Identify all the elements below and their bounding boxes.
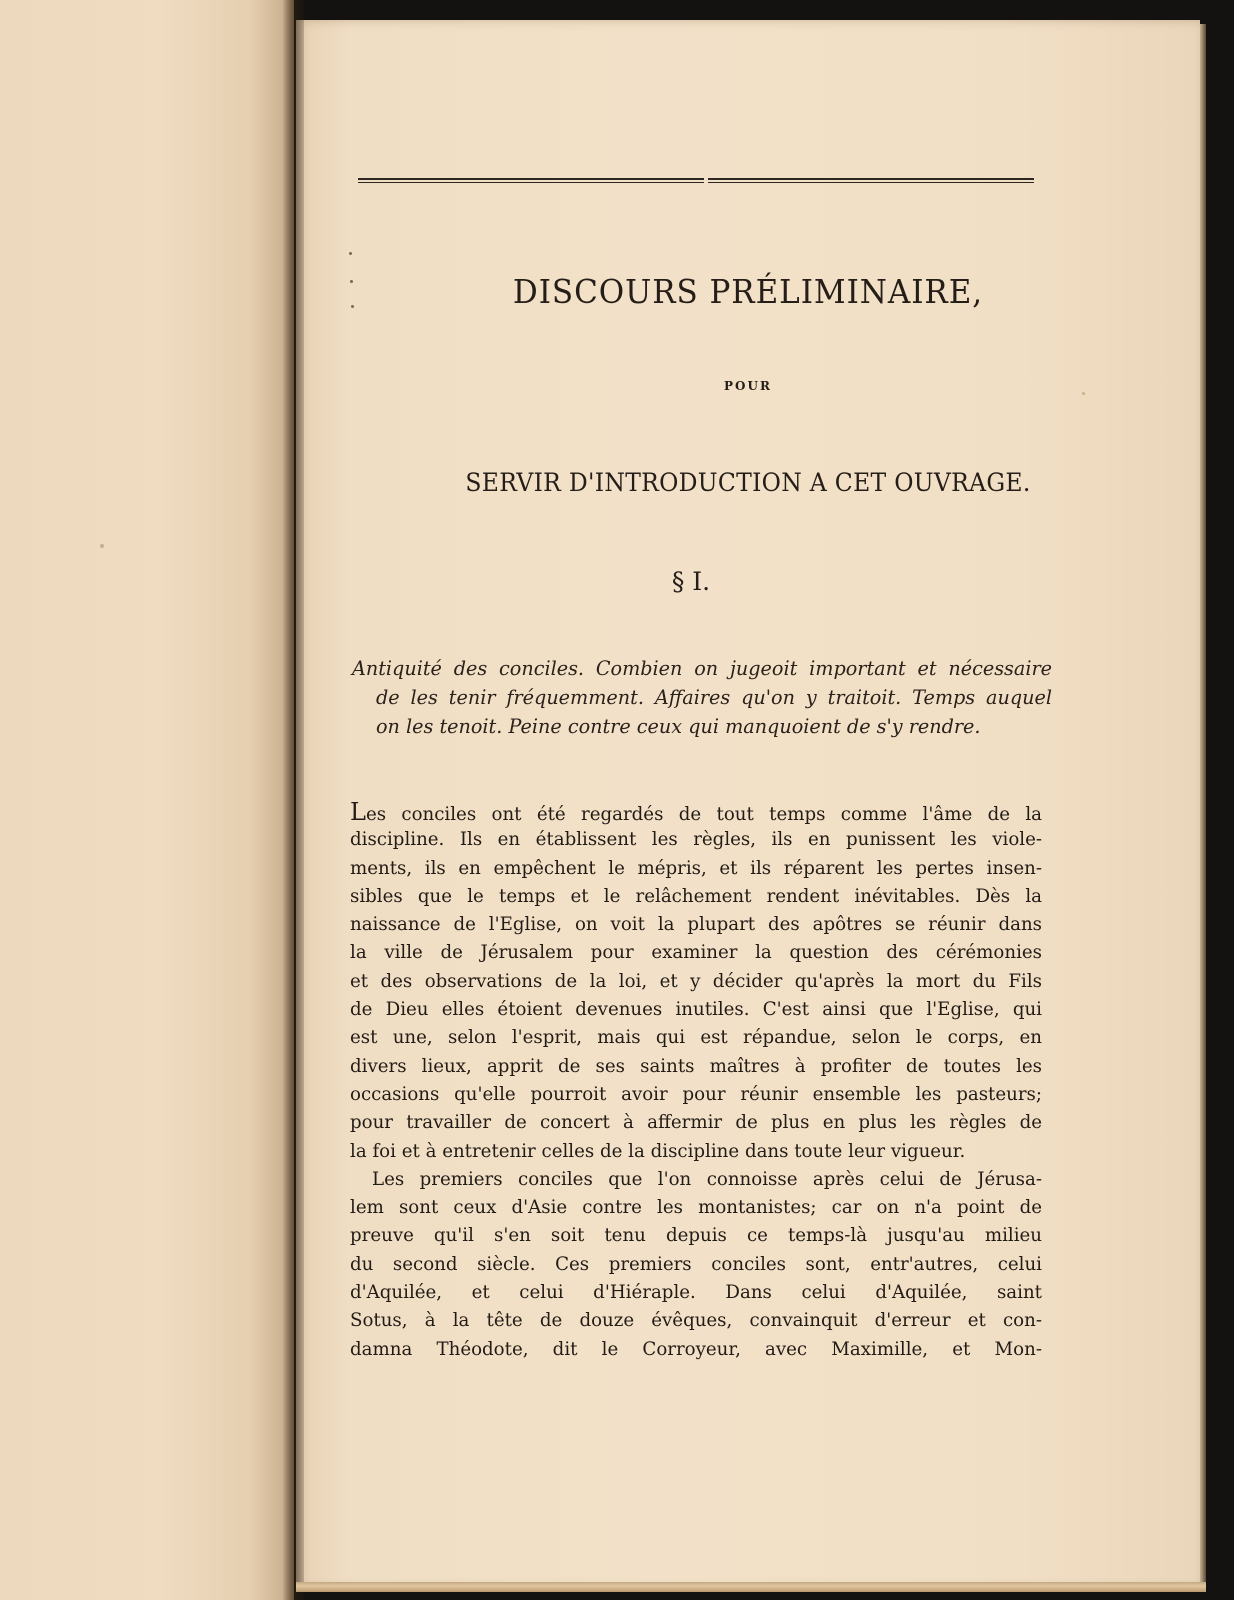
body-line: la foi et à entretenir celles de la discipline dans toute leur vigueur. — [350, 1140, 966, 1162]
body-line: de Dieu elles étoient devenues inutiles. C'est ainsi que l'Eglise, qui — [350, 999, 1042, 1021]
paper-spot — [100, 544, 104, 548]
body-line: damna Théodote, dit le Corroyeur, avec Maximille, et Mon- — [350, 1338, 1042, 1360]
body-line: Les premiers conciles que l'on connoisse après celui de Jérusa- — [372, 1168, 1042, 1190]
section-summary — [352, 654, 1052, 741]
body-line: du second siècle. Ces premiers conciles sont, entr'autres, celui — [350, 1253, 1042, 1275]
double-rule-left — [358, 178, 704, 186]
body-text — [350, 798, 1042, 1364]
body-line: sibles que le temps et le relâchement rendent inévitables. Dès la — [350, 885, 1042, 907]
body-line: discipline. Ils en établissent les règles, ils en punissent les viole- — [350, 829, 1042, 851]
body-line-first — [350, 798, 1042, 826]
summary-line: de les tenir fréquemment. Affaires qu'on y traitoit. Temps auquel — [376, 686, 1052, 709]
double-rule-right — [708, 178, 1034, 186]
body-line: et des observations de la loi, et y décider qu'après la mort du Fils — [350, 970, 1042, 992]
body-line: occasions qu'elle pourroit avoir pour réunir ensemble les pasteurs; — [350, 1083, 1042, 1105]
body-line: Sotus, à la tête de douze évêques, convainquit d'erreur et con- — [350, 1310, 1042, 1332]
body-line: la ville de Jérusalem pour examiner la question des cérémonies — [350, 942, 1042, 964]
title-connector: POUR — [724, 379, 772, 393]
document-page — [296, 20, 1200, 1588]
body-line: d'Aquilée, et celui d'Hiéraple. Dans celui d'Aquilée, saint — [350, 1282, 1042, 1304]
page-subtitle: SERVIR D'INTRODUCTION A CET OUVRAGE. — [465, 468, 1031, 497]
body-line: naissance de l'Eglise, on voit la plupart des apôtres se réunir dans — [350, 914, 1042, 936]
body-line: pour travailler de concert à affermir de plus en plus les règles de — [350, 1112, 1042, 1134]
drop-cap: L — [350, 798, 366, 826]
left-page — [0, 0, 294, 1600]
body-line-first-rest: es conciles ont été regardés de tout temps comme l'âme de la — [365, 804, 1042, 825]
body-line: preuve qu'il s'en soit tenu depuis ce temps-là jusqu'au milieu — [350, 1225, 1042, 1247]
body-line: lem sont ceux d'Asie contre les montanistes; car on n'a point de — [350, 1197, 1042, 1219]
body-line: divers lieux, apprit de ses saints maîtres à profiter de toutes les — [350, 1055, 1042, 1077]
body-line: est une, selon l'esprit, mais qui est répandue, selon le corps, en — [350, 1027, 1042, 1049]
summary-line: on les tenoit. Peine contre ceux qui manquoient de s'y rendre. — [376, 715, 981, 738]
section-number: § I. — [671, 567, 711, 596]
summary-line: Antiquité des conciles. Combien on jugeoit important et nécessaire — [352, 657, 1052, 680]
page-edge-right — [1200, 24, 1206, 1588]
page-title: DISCOURS PRÉLIMINAIRE, — [512, 272, 984, 311]
body-line: ments, ils en empêchent le mépris, et ils réparent les pertes insen- — [350, 857, 1042, 879]
